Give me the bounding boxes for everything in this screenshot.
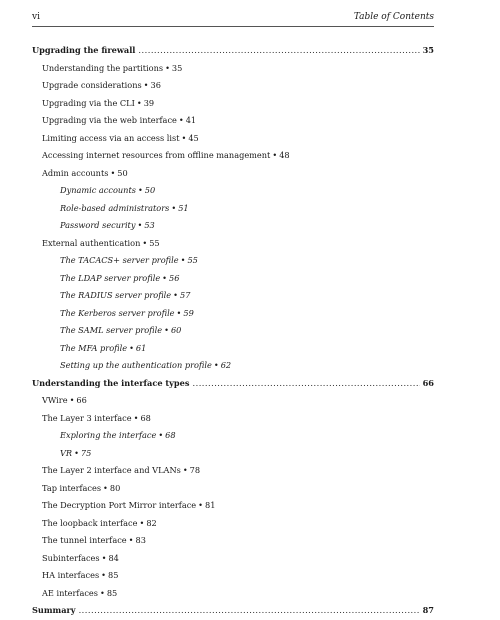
bullet-separator: • xyxy=(158,430,164,440)
toc-entry-title: VWire xyxy=(42,395,68,405)
toc-section-entry[interactable] xyxy=(32,252,434,270)
toc-entry-title: Dynamic accounts xyxy=(60,185,136,195)
toc-entry-page: 41 xyxy=(185,115,197,125)
bullet-separator: • xyxy=(213,360,219,370)
toc-entry-title: Subinterfaces xyxy=(42,552,100,563)
toc-entry-title: Summary xyxy=(32,605,76,615)
bullet-separator: • xyxy=(176,307,182,318)
bullet-separator: • xyxy=(110,167,116,178)
bullet-separator: • xyxy=(162,272,168,283)
toc-entry-title: The Layer 3 interface xyxy=(42,412,132,423)
toc-entry-page: 75 xyxy=(80,447,92,458)
toc-entry-page: 55 xyxy=(149,237,160,248)
toc-section-entry[interactable] xyxy=(32,270,434,288)
toc-section-entry[interactable] xyxy=(32,480,434,498)
table-of-contents xyxy=(32,42,434,620)
toc-entry-title: Understanding the partitions xyxy=(42,62,164,73)
bullet-separator: • xyxy=(178,115,184,125)
bullet-separator: • xyxy=(99,587,105,598)
bullet-separator: • xyxy=(182,465,188,475)
bullet-separator: • xyxy=(136,97,142,108)
toc-entry-page: 78 xyxy=(189,465,201,475)
toc-entry-title: Exploring the interface xyxy=(60,430,157,440)
toc-entry-title: The TACACS+ server profile xyxy=(60,255,179,265)
toc-entry-title: External authentication xyxy=(42,237,141,248)
toc-section-entry[interactable] xyxy=(32,95,434,113)
bullet-separator: • xyxy=(272,150,278,160)
toc-section-entry[interactable] xyxy=(32,305,434,323)
toc-entry-page: 50 xyxy=(144,185,156,195)
toc-section-entry[interactable] xyxy=(32,497,434,515)
toc-page xyxy=(32,12,434,620)
bullet-separator: • xyxy=(137,220,143,230)
bullet-separator: • xyxy=(143,80,149,90)
toc-entry-page: 68 xyxy=(165,430,176,440)
bullet-separator: • xyxy=(128,535,134,545)
toc-entry-page: 68 xyxy=(140,412,151,423)
page-header xyxy=(32,12,434,27)
toc-entry-title: Admin accounts xyxy=(42,167,109,178)
bullet-separator: • xyxy=(142,237,148,248)
toc-entry-page: 39 xyxy=(143,97,155,108)
toc-entry-title: The Kerberos server profile xyxy=(60,307,175,318)
bullet-separator: • xyxy=(133,412,139,423)
toc-entry-page: 66 xyxy=(76,395,87,405)
toc-section-entry[interactable] xyxy=(32,462,434,480)
toc-entry-page: 83 xyxy=(135,535,146,545)
toc-entry-page: 80 xyxy=(109,482,121,493)
bullet-separator: • xyxy=(101,552,107,563)
toc-entry-page: 51 xyxy=(178,202,189,213)
bullet-separator: • xyxy=(69,395,75,405)
toc-entry-page: 59 xyxy=(183,307,194,318)
toc-section-entry[interactable] xyxy=(32,112,434,130)
toc-entry-page: 36 xyxy=(150,80,161,90)
toc-section-entry[interactable] xyxy=(32,147,434,165)
toc-entry-page: 50 xyxy=(117,167,128,178)
toc-entry-title: The SAML server profile xyxy=(60,325,163,335)
toc-section-entry[interactable] xyxy=(32,567,434,585)
toc-entry-title: The LDAP server profile xyxy=(60,272,161,283)
toc-entry-title: Tap interfaces xyxy=(42,482,102,493)
bullet-separator: • xyxy=(198,500,203,510)
bullet-separator: • xyxy=(173,290,178,300)
bullet-separator: • xyxy=(101,570,106,580)
toc-entry-page: 35 xyxy=(422,45,434,55)
toc-section-entry[interactable] xyxy=(32,515,434,533)
running-title: Table of Contents xyxy=(353,12,434,22)
toc-entry-page: 48 xyxy=(279,150,290,160)
toc-entry-page: 35 xyxy=(171,62,183,73)
toc-entry-title: The Layer 2 interface and VLANs xyxy=(42,465,181,475)
toc-section-entry[interactable] xyxy=(32,445,434,463)
toc-entry-page: 85 xyxy=(106,587,118,598)
toc-entry-title: The Decryption Port Mirror interface xyxy=(42,500,197,510)
toc-entry-title: VR xyxy=(60,447,73,458)
toc-section-entry[interactable] xyxy=(32,410,434,428)
bullet-separator: • xyxy=(129,342,134,353)
toc-entry-page: 84 xyxy=(108,552,119,563)
toc-entry-page: 85 xyxy=(107,570,119,580)
toc-section-entry[interactable] xyxy=(32,77,434,95)
toc-section-entry[interactable] xyxy=(32,392,434,410)
toc-section-entry[interactable] xyxy=(32,287,434,305)
bullet-separator: • xyxy=(74,447,79,458)
toc-section-entry[interactable] xyxy=(32,427,434,445)
toc-entry-page: 81 xyxy=(205,500,216,510)
toc-section-entry[interactable] xyxy=(32,60,434,78)
toc-entry-title: Setting up the authentication profile xyxy=(60,360,212,370)
bullet-separator: • xyxy=(165,62,170,73)
toc-entry-title: The RADIUS server profile xyxy=(60,290,172,300)
toc-section-entry[interactable] xyxy=(32,585,434,603)
toc-entry-page: 57 xyxy=(179,290,191,300)
toc-entry-title: Upgrading the firewall xyxy=(32,45,136,55)
bullet-separator: • xyxy=(139,517,145,528)
bullet-separator: • xyxy=(164,325,169,335)
toc-section-entry[interactable] xyxy=(32,322,434,340)
toc-section-entry[interactable] xyxy=(32,217,434,235)
toc-entry-page: 53 xyxy=(144,220,155,230)
bullet-separator: • xyxy=(180,255,186,265)
toc-entry-page: 66 xyxy=(422,377,434,388)
toc-section-entry[interactable] xyxy=(32,130,434,148)
toc-entry-page: 45 xyxy=(188,132,199,143)
toc-entry-title: HA interfaces xyxy=(42,570,100,580)
toc-entry-page: 87 xyxy=(422,605,434,615)
toc-entry-page: 61 xyxy=(135,342,147,353)
toc-section-entry[interactable] xyxy=(32,550,434,568)
toc-chapter-entry[interactable] xyxy=(32,375,434,393)
toc-section-entry[interactable] xyxy=(32,182,434,200)
toc-entry-page: 62 xyxy=(220,360,232,370)
toc-section-entry[interactable] xyxy=(32,357,434,375)
dot-leader xyxy=(192,375,419,393)
toc-entry-title: Limiting access via an access list xyxy=(42,132,180,143)
toc-entry-page: 55 xyxy=(187,255,198,265)
dot-leader xyxy=(138,42,419,60)
toc-entry-page: 56 xyxy=(169,272,180,283)
bullet-separator: • xyxy=(181,132,187,143)
toc-section-entry[interactable] xyxy=(32,165,434,183)
bullet-separator: • xyxy=(103,482,108,493)
toc-entry-title: Upgrade considerations xyxy=(42,80,142,90)
toc-entry-title: Password security xyxy=(60,220,136,230)
toc-entry-title: The tunnel interface xyxy=(42,535,127,545)
toc-entry-title: Understanding the interface types xyxy=(32,377,190,388)
toc-entry-page: 82 xyxy=(146,517,157,528)
bullet-separator: • xyxy=(137,185,143,195)
toc-section-entry[interactable] xyxy=(32,200,434,218)
toc-entry-title: Accessing internet resources from offline management xyxy=(42,150,271,160)
toc-entry-title: The MFA profile xyxy=(60,342,128,353)
toc-entry-title: AE interfaces xyxy=(42,587,98,598)
toc-entry-title: The loopback interface xyxy=(42,517,138,528)
toc-section-entry[interactable] xyxy=(32,532,434,550)
toc-chapter-entry[interactable] xyxy=(32,42,434,60)
toc-section-entry[interactable] xyxy=(32,340,434,358)
toc-entry-title: Upgrading via the CLI xyxy=(42,97,135,108)
toc-entry-title: Role-based administrators xyxy=(60,202,170,213)
bullet-separator: • xyxy=(171,202,177,213)
toc-entry-page: 60 xyxy=(170,325,182,335)
toc-section-entry[interactable] xyxy=(32,235,434,253)
toc-entry-title: Upgrading via the web interface xyxy=(42,115,177,125)
page-number: vi xyxy=(32,12,40,22)
